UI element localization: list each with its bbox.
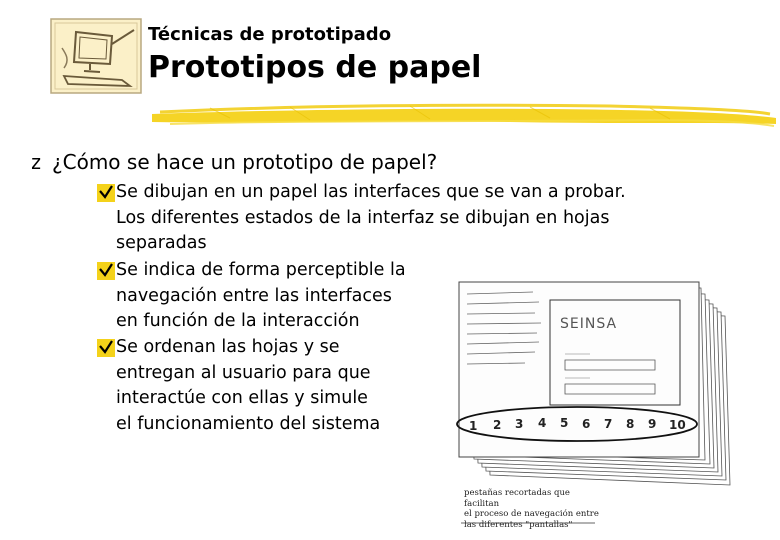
slide-title: Prototipos de papel [148,50,482,85]
checkmark-bullet-icon [96,338,116,358]
figure-caption [464,488,604,530]
bullet-line: Se dibujan en un papel las interfaces que se van a probar. [116,182,626,202]
checkmark-bullet-icon [96,261,116,281]
slide-subtitle: Técnicas de prototipado [148,24,392,45]
bullet-line: interactúe con ellas y simule [116,388,368,408]
tab-label: 10 [669,418,686,432]
bullet-line: en función de la interacción [116,311,360,331]
tab-label: 9 [648,417,657,431]
computer-logo-icon [50,18,142,94]
caption-line: las diferentes "pantallas" [464,519,573,530]
bullet-line: navegación entre las interfaces [116,285,392,306]
tab-label: 7 [604,417,613,431]
checkmark-bullet-icon [96,183,116,203]
screen-title: SEINSA [560,316,618,332]
bullet-line: separadas [116,233,207,253]
brush-stroke-divider [150,100,778,134]
tab-label: 6 [582,417,591,431]
bullet-line: el funcionamiento del sistema [116,413,381,434]
tab-label: 1 [469,419,478,433]
bullet-line: Se indica de forma perceptible la [116,260,406,280]
tab-label: 2 [493,418,502,432]
tab-label: 5 [560,416,569,430]
tab-label: 8 [626,417,635,431]
caption-line: pestañas recortadas que facilitan [464,488,570,509]
bullet-line: Los diferentes estados de la interfaz se dibujan en hojas [116,207,610,228]
tab-label: 3 [515,417,524,431]
list-item [96,335,456,437]
list-item [96,258,456,335]
caption-line: el proceso de navegación entre [464,509,599,519]
bullet-line: Se ordenan las hojas y se [116,337,340,357]
bullet-z-icon: z [30,150,43,174]
main-question: ¿Cómo se hace un prototipo de papel? [52,150,438,174]
list-item [96,180,736,257]
tab-label: 4 [538,416,547,430]
bullet-line: entregan al usuario para que [116,362,371,383]
